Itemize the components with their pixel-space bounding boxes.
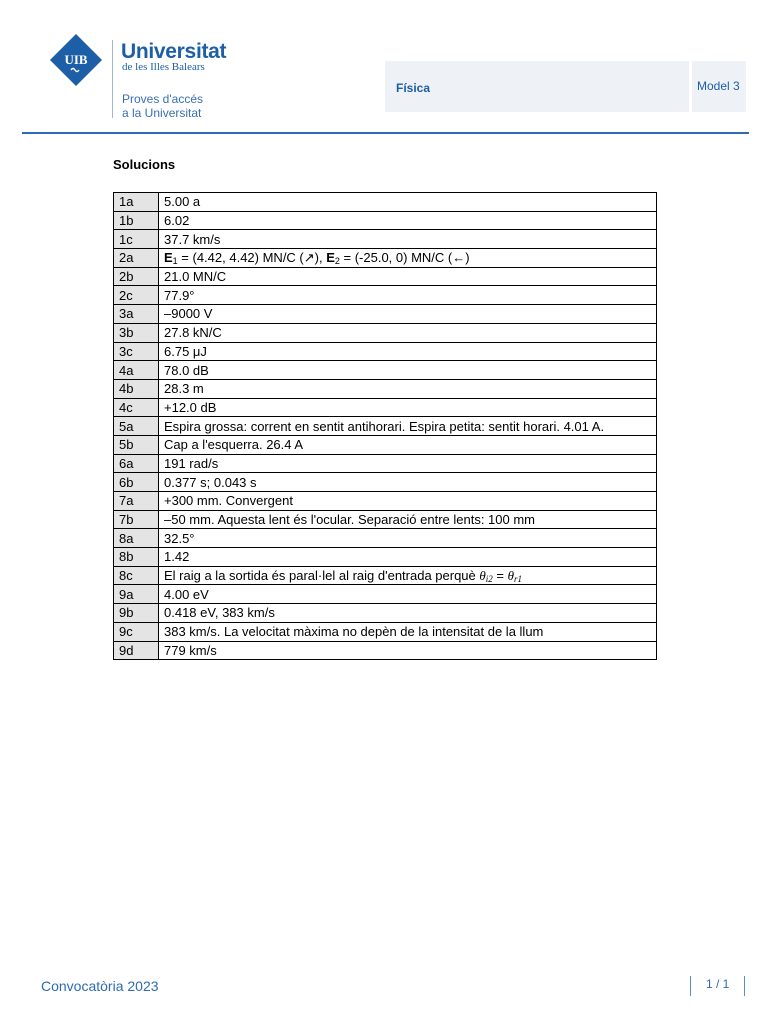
row-key: 4a [114, 361, 159, 380]
row-value: 78.0 dB [159, 361, 657, 380]
university-subtitle: de les Illes Balears [122, 61, 205, 73]
table-row [114, 454, 657, 473]
table-row [114, 342, 657, 361]
row-value: 6.02 [159, 211, 657, 230]
table-row [114, 622, 657, 641]
row-value: Cap a l'esquerra. 26.4 A [159, 435, 657, 454]
row-value: 77.9° [159, 286, 657, 305]
solutions-table [113, 192, 657, 660]
table-row [114, 230, 657, 249]
row-value: 0.418 eV, 383 km/s [159, 604, 657, 623]
row-key: 3a [114, 305, 159, 324]
row-value: Espira grossa: corrent en sentit antihorari. Espira petita: sentit horari. 4.01 A. [159, 417, 657, 436]
table-row [114, 417, 657, 436]
row-value: 5.00 a [159, 193, 657, 212]
table-row [114, 267, 657, 286]
row-key: 9a [114, 585, 159, 604]
row-value: 1.42 [159, 548, 657, 567]
logo-text: UIB [64, 52, 88, 67]
table-row [114, 305, 657, 324]
subject-label: Física [396, 81, 431, 95]
header-divider [112, 40, 113, 118]
row-value: 191 rad/s [159, 454, 657, 473]
model-label: Model 3 [697, 79, 740, 93]
row-key: 4b [114, 379, 159, 398]
uib-logo [49, 33, 103, 87]
row-value: –50 mm. Aquesta lent és l'ocular. Separació entre lents: 100 mm [159, 510, 657, 529]
table-row [114, 323, 657, 342]
table-row [114, 361, 657, 380]
row-key: 2c [114, 286, 159, 305]
table-row [114, 529, 657, 548]
table-row [114, 211, 657, 230]
row-key: 1a [114, 193, 159, 212]
row-key: 5a [114, 417, 159, 436]
solutions-table-body [114, 193, 657, 660]
row-value: 779 km/s [159, 641, 657, 660]
table-row [114, 286, 657, 305]
row-key: 5b [114, 435, 159, 454]
row-key: 9c [114, 622, 159, 641]
row-key: 4c [114, 398, 159, 417]
table-row [114, 566, 657, 585]
row-value: 37.7 km/s [159, 230, 657, 249]
table-row [114, 510, 657, 529]
table-row [114, 398, 657, 417]
proves-label [122, 92, 203, 120]
table-row [114, 641, 657, 660]
table-row [114, 379, 657, 398]
proves-line-1: Proves d'accés [122, 92, 203, 106]
row-value: 6.75 μJ [159, 342, 657, 361]
table-row [114, 492, 657, 511]
table-row [114, 473, 657, 492]
subject-box [385, 61, 689, 112]
row-value: –9000 V [159, 305, 657, 324]
row-key: 9d [114, 641, 159, 660]
row-key: 6b [114, 473, 159, 492]
table-row [114, 604, 657, 623]
row-key: 1b [114, 211, 159, 230]
row-value: +300 mm. Convergent [159, 492, 657, 511]
header-rule [22, 132, 749, 134]
table-row [114, 548, 657, 567]
row-value-8c: El raig a la sortida és paral·lel al raig d'entrada perquè $\theta_{i2} = \theta_{r1}$ [159, 566, 657, 585]
row-key: 6a [114, 454, 159, 473]
row-value: 383 km/s. La velocitat màxima no depèn de la intensitat de la llum [159, 622, 657, 641]
page-number: 1 / 1 [706, 977, 730, 991]
row-value: 32.5° [159, 529, 657, 548]
row-value: +12.0 dB [159, 398, 657, 417]
table-row [114, 435, 657, 454]
footer-convocatoria: Convocatòria 2023 [41, 978, 159, 994]
row-key: 3b [114, 323, 159, 342]
row-key: 7a [114, 492, 159, 511]
table-row [114, 585, 657, 604]
row-key: 8b [114, 548, 159, 567]
row-value: 4.00 eV [159, 585, 657, 604]
proves-line-2: a la Universitat [122, 106, 202, 120]
footer-bar-right [744, 976, 745, 996]
row-value: 21.0 MN/C [159, 267, 657, 286]
row-key: 2a [114, 249, 159, 268]
row-key: 8c [114, 566, 159, 585]
row-key: 8a [114, 529, 159, 548]
row-key: 9b [114, 604, 159, 623]
table-row [114, 193, 657, 212]
row-value: 27.8 kN/C [159, 323, 657, 342]
table-row [114, 249, 657, 268]
row-key: 2b [114, 267, 159, 286]
footer-bar-left [690, 976, 691, 996]
page-title: Solucions [113, 157, 176, 172]
row-value: 0.377 s; 0.043 s [159, 473, 657, 492]
row-key: 7b [114, 510, 159, 529]
row-key: 1c [114, 230, 159, 249]
row-value-2a: $E_1 = (4.42$, 4.42) MN/C (↗), $E_2 = (-25.0$, 0) MN/C (←) [159, 249, 657, 268]
row-value: 28.3 m [159, 379, 657, 398]
row-key: 3c [114, 342, 159, 361]
university-name: Universitat [121, 40, 227, 63]
